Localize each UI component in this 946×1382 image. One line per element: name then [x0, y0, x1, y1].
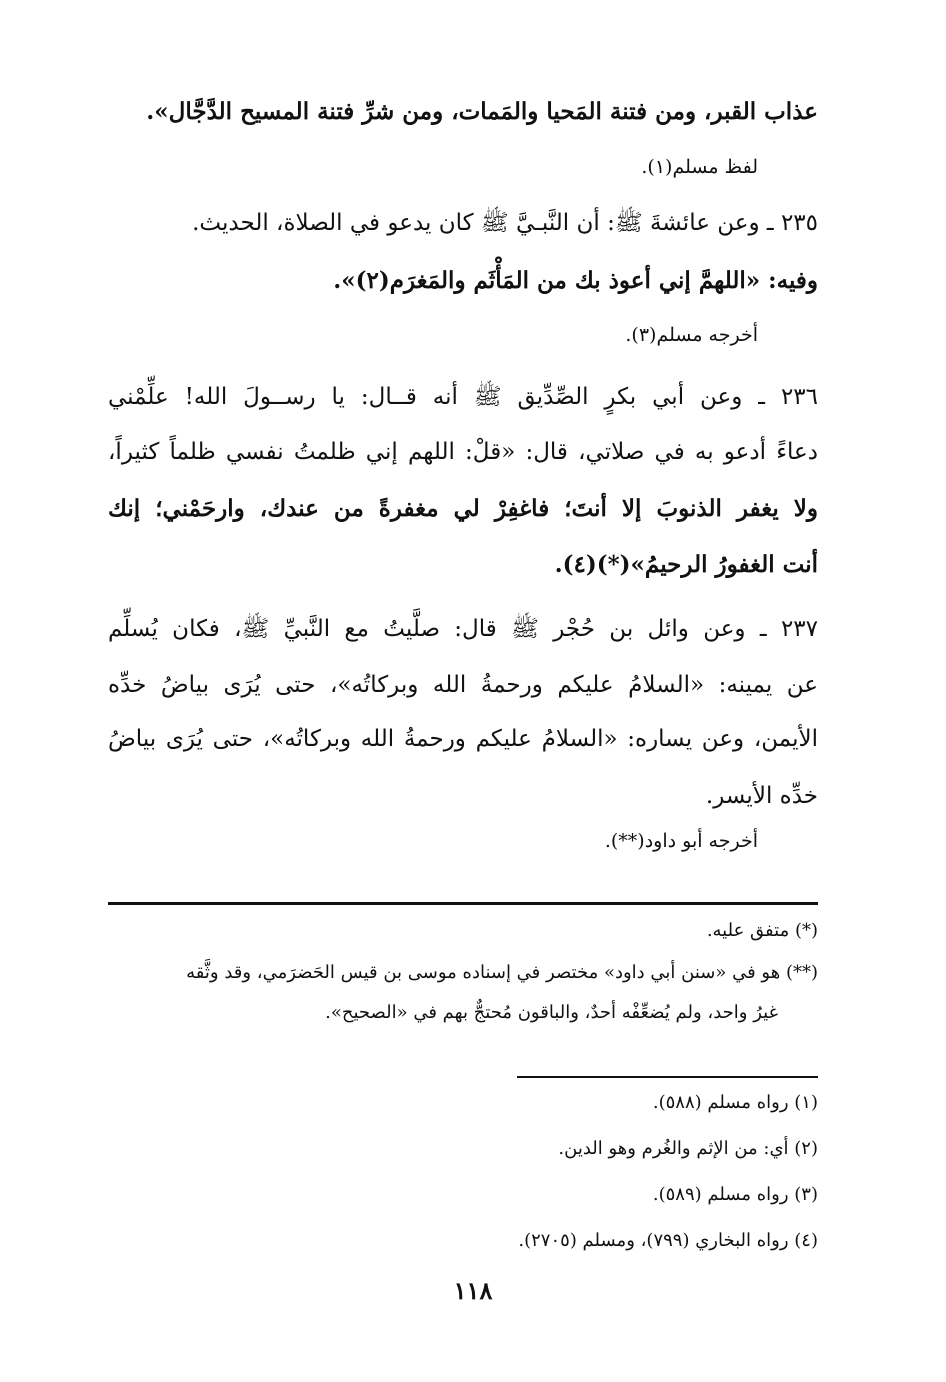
- source-line-3: أخرجه أبو داود(**).: [604, 830, 758, 852]
- note-1: (*) متفق عليه.: [706, 920, 818, 941]
- hadith-237-line-1: ٢٣٧ ـ وعن وائل بن حُجْر ﷺ قال: صلَّيتُ مع النَّبيِّ ﷺ، فكان يُسلِّم: [108, 616, 818, 642]
- footnote-3: (٣) رواه مسلم (٥٨٩).: [652, 1184, 818, 1205]
- hadith-237-line-4: خدِّه الأيسر.: [705, 783, 818, 809]
- hadith-236-line-2: دعاءً أدعو به في صلاتي، قال: «قلْ: اللهم إني ظلمتُ نفسي ظلماً كثيراً،: [108, 439, 818, 465]
- footnote-2: (٢) أي: من الإثم والغُرم وهو الدين.: [558, 1138, 818, 1159]
- hadith-236-line-3: ولا يغفر الذنوبَ إلا أنتَ؛ فاغفِرْ لي مغفرةً من عندك، وارحَمْني؛ إنك: [108, 495, 818, 522]
- hadith-235-line-2: وفيه: «اللهمَّ إني أعوذ بك من المَأْثَم والمَغرَم(٢)».: [333, 267, 818, 294]
- note-2-line-2: غيرُ واحد، ولم يُضعِّفْه أحدٌ، والباقون مُحتجٌّ بهم في «الصحيح».: [325, 1002, 778, 1023]
- hadith-236-line-4: أنت الغفورُ الرحيمُ»(*)(٤).: [554, 551, 818, 578]
- note-2-line-1: (**) هو في «سنن أبي داود» مختصر في إسناده موسى بن قيس الحَضرَمي، وقد وثَّقه: [186, 962, 818, 983]
- hadith-237-line-3: الأيمن، وعن يساره: «السلامُ عليكم ورحمةُ الله وبركاتُه»، حتى يُرَى بياضُ: [108, 726, 818, 752]
- page-number: ١١٨: [453, 1276, 493, 1305]
- source-line-1: لفظ مسلم(١).: [641, 156, 758, 178]
- hadith-235-line-1: ٢٣٥ ـ وعن عائشةَ ﷺ: أن النَّبـيَّ ﷺ كان يدعو في الصلاة، الحديث.: [192, 210, 818, 236]
- hadith-237-line-2: عن يمينه: «السلامُ عليكم ورحمةُ الله وبركاتُه»، حتى يُرَى بياضُ خدِّه: [108, 672, 818, 698]
- footnote-4: (٤) رواه البخاري (٧٩٩)، ومسلم (٢٧٠٥).: [518, 1230, 818, 1251]
- footnote-rule: [517, 1076, 818, 1078]
- separator-rule: [108, 902, 818, 905]
- footnote-1: (١) رواه مسلم (٥٨٨).: [652, 1092, 818, 1113]
- source-line-2: أخرجه مسلم(٣).: [625, 324, 758, 346]
- hadith-236-line-1: ٢٣٦ ـ وعن أبي بكرٍ الصِّدِّيق ﷺ أنه قــال: يا رســولَ الله! علِّمْني: [108, 384, 818, 410]
- text-line-1: عذاب القبر، ومن فتنة المَحيا والمَمات، ومن شرِّ فتنة المسيح الدَّجَّال».: [146, 98, 818, 125]
